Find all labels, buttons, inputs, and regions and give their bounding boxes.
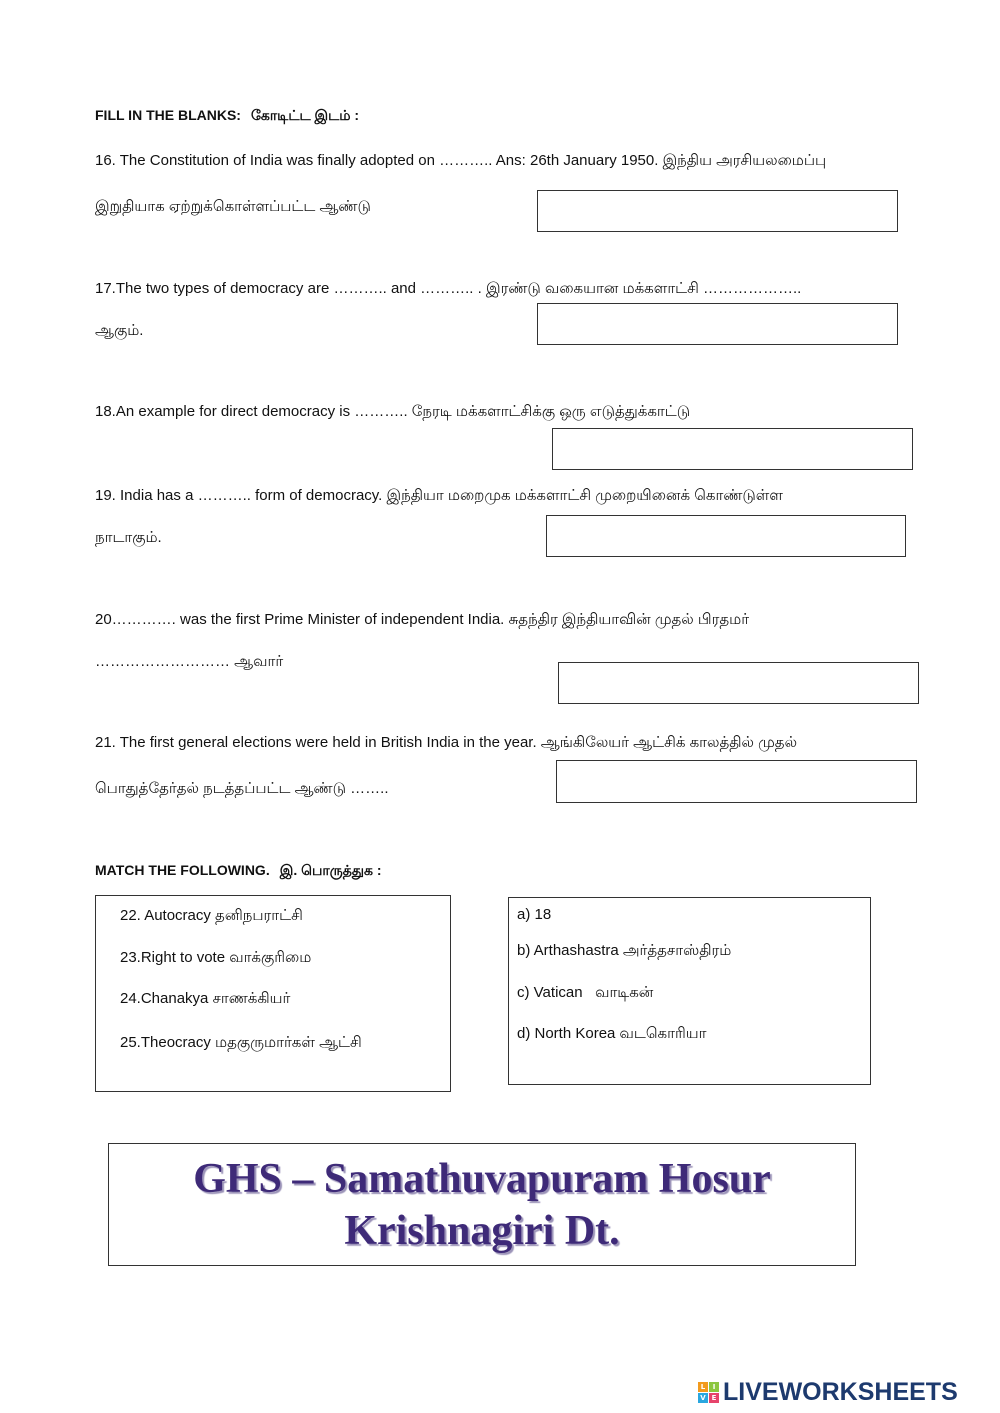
liveworksheets-mark-icon <box>698 1382 719 1403</box>
question-16-line-2: இறுதியாக ஏற்றுக்கொள்ளப்பட்ட ஆண்டு <box>95 198 371 215</box>
fill-blanks-heading <box>95 107 359 126</box>
match-left-item: 24.Chanakya சாணக்கியர் <box>120 990 291 1007</box>
match-heading <box>95 862 382 881</box>
match-right-item: c) Vatican வாடிகன் <box>517 984 654 1001</box>
answer-box-19[interactable] <box>546 515 906 557</box>
question-20-line-1: 20…………. was the first Prime Minister of independent India. சுதந்திர இந்தியாவின் முதல் பிரதமர் <box>95 611 750 628</box>
logo-letter: E <box>709 1393 719 1403</box>
question-18-line-1: 18.An example for direct democracy is ……….. நேரடி மக்களாட்சிக்கு ஒரு எடுத்துக்காட்டு <box>95 403 691 420</box>
fill-blanks-heading-ta: கோடிட்ட இடம் : <box>250 107 360 123</box>
match-left-box <box>95 895 451 1092</box>
match-heading-en: MATCH THE FOLLOWING. <box>95 862 270 878</box>
question-19-line-2: நாடாகும். <box>95 529 162 546</box>
logo-letter: L <box>698 1382 708 1392</box>
banner-line-1: GHS – Samathuvapuram Hosur <box>193 1156 771 1202</box>
match-heading-ta: இ. பொருத்துக : <box>279 862 382 878</box>
question-17-line-1: 17.The two types of democracy are ……….. and ……….. . இரண்டு வகையான மக்களாட்சி ……………….. <box>95 280 802 297</box>
match-left-item: 22. Autocracy தனிநபராட்சி <box>120 907 303 924</box>
question-16-line-1: 16. The Constitution of India was finally adopted on ……….. Ans: 26th January 1950. இந்திய அரசியலமைப்பு <box>95 152 827 169</box>
answer-box-16[interactable] <box>537 190 898 232</box>
school-banner <box>108 1143 856 1266</box>
question-21-line-1: 21. The first general elections were held in British India in the year. ஆங்கிலேயர் ஆட்சிக் காலத்தில் முதல் <box>95 734 798 751</box>
match-right-box <box>508 897 871 1085</box>
question-19-line-1: 19. India has a ……….. form of democracy. இந்தியா மறைமுக மக்களாட்சி முறையினைக் கொண்டுள்ள <box>95 487 783 504</box>
question-21-line-2: பொதுத்தேர்தல் நடத்தப்பட்ட ஆண்டு …….. <box>95 780 389 797</box>
question-20-line-2: ……………………… ஆவார் <box>95 653 284 670</box>
match-left-item: 23.Right to vote வாக்குரிமை <box>120 949 312 966</box>
answer-box-18[interactable] <box>552 428 913 470</box>
liveworksheets-logo[interactable] <box>698 1378 958 1407</box>
answer-box-17[interactable] <box>537 303 898 345</box>
match-left-item: 25.Theocracy மதகுருமார்கள் ஆட்சி <box>120 1034 362 1051</box>
match-right-item: d) North Korea வடகொரியா <box>517 1025 707 1042</box>
answer-box-20[interactable] <box>558 662 919 704</box>
match-right-item: b) Arthashastra அர்த்தசாஸ்திரம் <box>517 942 732 959</box>
logo-letter: V <box>698 1393 708 1403</box>
banner-line-2: Krishnagiri Dt. <box>344 1208 620 1254</box>
question-17-line-2: ஆகும். <box>95 322 144 339</box>
fill-blanks-heading-en: FILL IN THE BLANKS: <box>95 107 241 123</box>
answer-box-21[interactable] <box>556 760 917 803</box>
logo-text: LIVEWORKSHEETS <box>723 1378 958 1406</box>
match-right-item: a) 18 <box>517 906 552 923</box>
logo-letter: I <box>709 1382 719 1392</box>
